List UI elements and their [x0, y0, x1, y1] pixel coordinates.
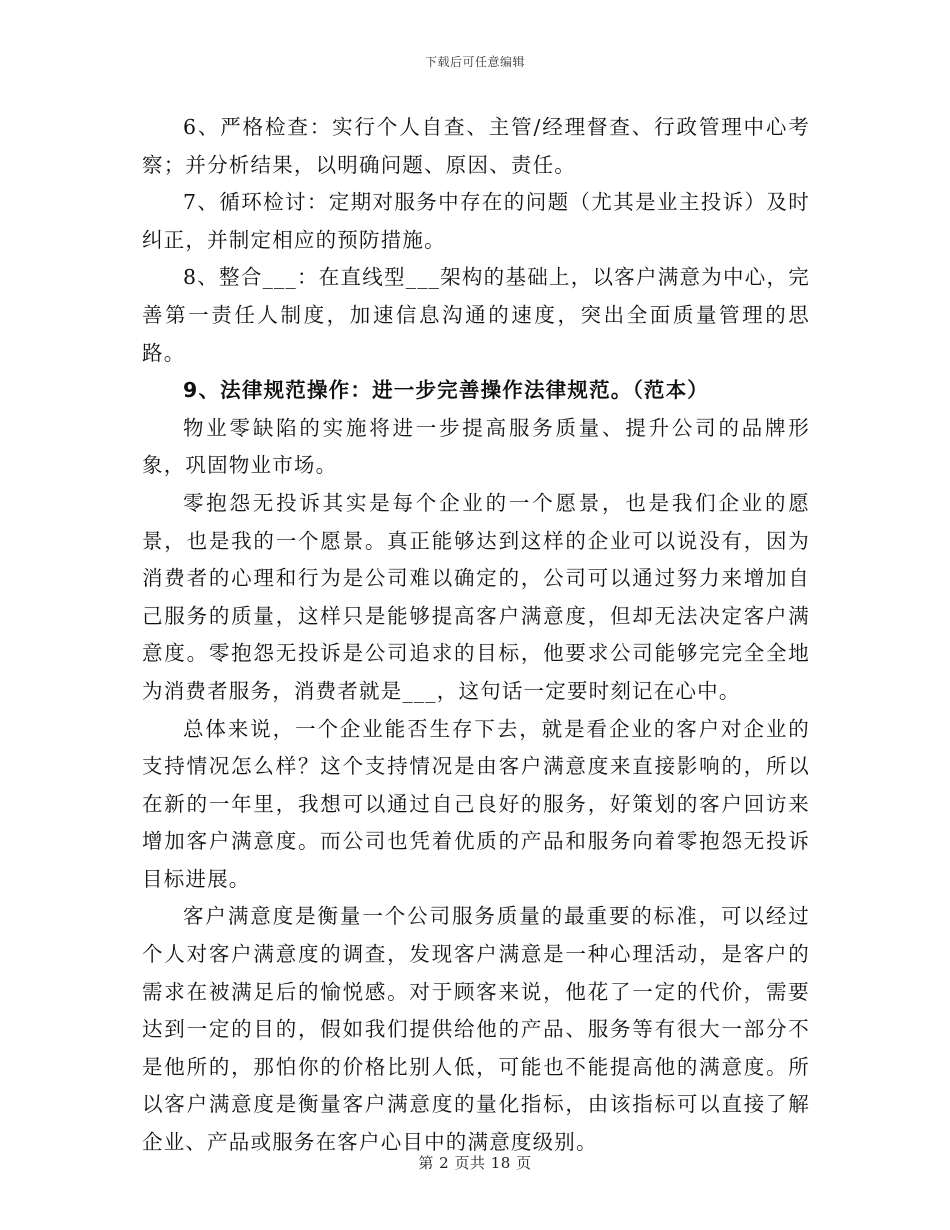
paragraph-cycle-review: 7、循环检讨：定期对服务中存在的问题（尤其是业主投诉）及时纠正，并制定相应的预防措施。 — [142, 190, 810, 252]
document-body — [142, 109, 810, 1162]
paragraph-integration: 8、整合___：在直线型___架构的基础上，以客户满意为中心，完善第一责任人制度，加速信息沟通的速度，突出全面质量管理的思路。 — [142, 265, 810, 365]
paragraph-zero-defect: 物业零缺陷的实施将进一步提高服务质量、提升公司的品牌形象，巩固物业市场。 — [142, 415, 810, 478]
paragraph-customer-satisfaction: 客户满意度是衡量一个公司服务质量的最重要的标准，可以经过个人对客户满意度的调查，发现客户满意是一种心理活动，是客户的需求在被满足后的愉悦感。对于顾客来说，他花了一定的代价，需要达到一定的目的，假如我们提供给他的产品、服务等有很大一部分不是他所的，那怕你的价格比别人低，可能也不能提高他的满意度。所以客户满意度是衡量客户满意度的量化指标，由该指标可以直接了解企业、产品或服务在客户心目中的满意度级别。 — [142, 904, 810, 1155]
paragraph-overall: 总体来说，一个企业能否生存下去，就是看企业的客户对企业的支持情况怎么样？这个支持情况是由客户满意度来直接影响的，所以在新的一年里，我想可以通过自己良好的服务，好策划的客户回访来增加客户满意度。而公司也凭着优质的产品和服务向着零抱怨无投诉目标进展。 — [142, 716, 810, 891]
paragraph-zero-complaint: 零抱怨无投诉其实是每个企业的一个愿景，也是我们企业的愿景，也是我的一个愿景。真正能够达到这样的企业可以说没有，因为消费者的心理和行为是公司难以确定的，公司可以通过努力来增加自己服务的质量，这样只是能够提高客户满意度，但却无法决定客户满意度。零抱怨无投诉是公司追求的目标，他要求公司能够完完全全地为消费者服务，消费者就是___，这句话一定要时刻记在心中。 — [142, 490, 810, 703]
page-number: 第 2 页共 18 页 — [418, 1154, 532, 1172]
page-header: 下载后可任意编辑 — [424, 55, 525, 69]
paragraph-strict-inspection: 6、严格检查：实行个人自查、主管/经理督查、行政管理中心考察；并分析结果，以明确问题、原因、责任。 — [142, 115, 810, 177]
section-heading-legal-operation: 9、法律规范操作：进一步完善操作法律规范。（范本） — [183, 378, 710, 403]
